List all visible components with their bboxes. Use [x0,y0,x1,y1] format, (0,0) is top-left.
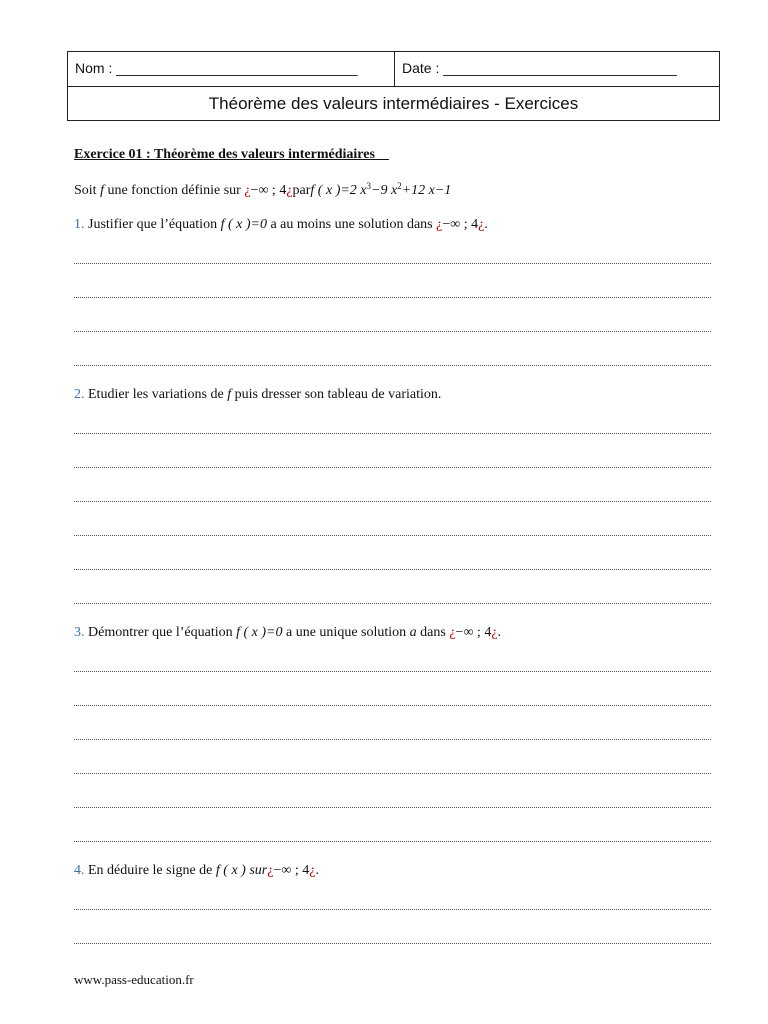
question-text: Justifier que l’équation [84,217,221,232]
question-4 [74,863,319,879]
answer-line[interactable] [74,331,711,332]
interval-bracket: ¿ [309,863,316,878]
answer-line[interactable] [74,263,711,264]
question-number: 1. [74,217,85,232]
question-text: . [315,863,319,878]
answer-line[interactable] [74,739,711,740]
exponent: 2 [397,181,402,191]
question-2 [74,387,441,403]
interval: −∞ ; 4 [273,863,310,878]
function-def: +12 x−1 [401,183,452,198]
question-3 [74,625,501,641]
function-name: f [227,387,232,402]
intro-text: Soit [74,183,101,198]
question-text: En déduire le signe de [84,863,216,878]
answer-line[interactable] [74,841,711,842]
answer-line[interactable] [74,297,711,298]
answer-line[interactable] [74,705,711,706]
exponent: 3 [366,181,372,191]
answer-line[interactable] [74,501,711,502]
interval-bracket: ¿ [449,625,456,640]
intro-text: une fonction définie sur [103,183,245,198]
question-text: . [497,625,502,640]
intro-statement [74,183,451,199]
answer-line[interactable] [74,569,711,570]
question-text: puis dresser son tableau de variation. [231,387,442,402]
exercise-title: Exercice 01 : Théorème des valeurs intermédiaires [74,147,389,162]
equation: f ( x ) sur [215,863,268,878]
interval: −∞ ; 4 [250,183,287,198]
answer-line[interactable] [74,535,711,536]
question-number: 4. [74,863,85,878]
interval-bracket: ¿ [286,183,293,198]
answer-line[interactable] [74,467,711,468]
interval-bracket: ¿ [267,863,274,878]
question-text: dans [416,625,450,640]
question-text: a une unique solution [282,625,410,640]
function-def: f ( x )=2 x [310,183,367,198]
nom-field[interactable]: Nom : _______________________________ [68,52,395,86]
equation: f ( x )=0 [220,217,267,232]
interval-bracket: ¿ [436,217,443,232]
question-text: a au moins une solution dans [266,217,437,232]
interval-bracket: ¿ [244,183,251,198]
answer-line[interactable] [74,603,711,604]
question-text: Démontrer que l’équation [84,625,237,640]
question-1 [74,217,488,233]
answer-line[interactable] [74,943,711,944]
question-number: 2. [74,387,85,402]
answer-line[interactable] [74,365,711,366]
interval: −∞ ; 4 [442,217,479,232]
question-text: . [484,217,488,232]
question-text: Etudier les variations de [84,387,228,402]
footer-url: www.pass-education.fr [74,972,194,987]
interval-bracket: ¿ [491,625,498,640]
par-text: par [292,183,311,198]
solution-variable: a [409,625,417,640]
answer-line[interactable] [74,671,711,672]
answer-line[interactable] [74,807,711,808]
header-table [67,51,720,121]
function-name: f [100,183,104,198]
question-number: 3. [74,625,85,640]
function-def: −9 x [371,183,398,198]
header-row [68,52,719,87]
answer-line[interactable] [74,909,711,910]
equation: f ( x )=0 [236,625,283,640]
answer-line[interactable] [74,773,711,774]
worksheet-title: Théorème des valeurs intermédiaires - Exercices [208,94,579,113]
answer-line[interactable] [74,433,711,434]
date-field[interactable]: Date : ______________________________ [402,60,677,76]
interval: −∞ ; 4 [455,625,492,640]
interval-bracket: ¿ [478,217,485,232]
